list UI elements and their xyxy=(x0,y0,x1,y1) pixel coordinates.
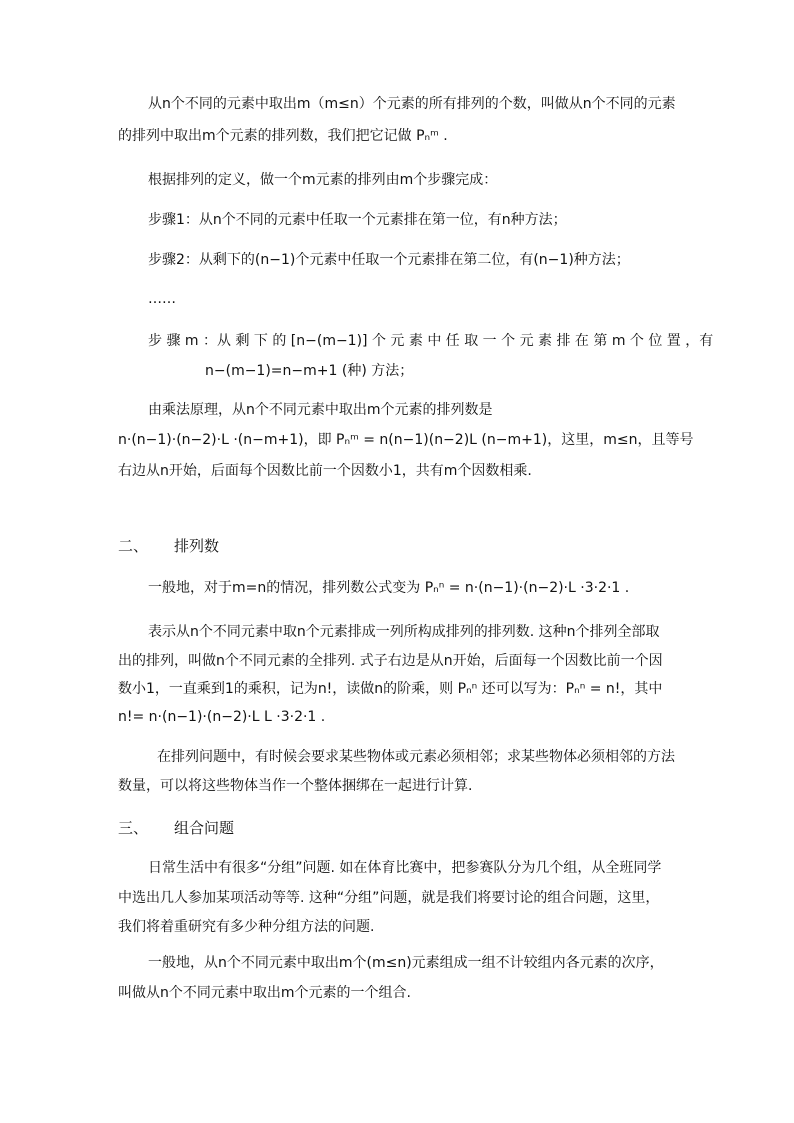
combination-definition-line-2: 叫做从n个不同元素中取出m个元素的一个组合. xyxy=(118,985,411,1001)
adjacency-line-2: 数量，可以将这些物体当作一个整体捆绑在一起进行计算. xyxy=(118,778,473,794)
multiplication-line-2: n·(n−1)·(n−2)·L ·(n−m+1)，即 Pₙᵐ = n(n−1)(n−2)L (n−m+1)，这里，m≤n，且等号 xyxy=(118,432,694,448)
step-m-line-2: n−(m−1)=n−m+1 (种) 方法； xyxy=(205,363,414,379)
section-3-heading xyxy=(118,818,234,838)
full-permutation-line-1: 表示从n个不同元素中取n个元素排成一列所构成排列的排列数. 这种n个排列全部取 xyxy=(148,624,660,640)
grouping-line-3: 我们将着重研究有多少种分组方法的问题. xyxy=(118,919,375,935)
section-2-heading xyxy=(118,536,219,556)
definition-line-1: 从n个不同的元素中取出m（m≤n）个元素的所有排列的个数，叫做从n个不同的元素 xyxy=(148,96,676,112)
formula-line: 一般地，对于m=n的情况，排列数公式变为 Pₙⁿ = n·(n−1)·(n−2)·L ·3·2·1 . xyxy=(148,580,630,596)
step-1: 步骤1：从n个不同的元素中任取一个元素排在第一位，有n种方法； xyxy=(148,212,567,228)
definition-line-2: 的排列中取出m个元素的排列数，我们把它记做 Pₙᵐ . xyxy=(118,128,448,144)
multiplication-line-1: 由乘法原理，从n个不同元素中取出m个元素的排列数是 xyxy=(148,402,493,418)
grouping-line-2: 中选出几人参加某项活动等等. 这种“分组”问题，就是我们将要讨论的组合问题，这里， xyxy=(118,890,660,906)
combination-definition-line-1: 一般地，从n个不同元素中取出m个(m≤n)元素组成一组不计较组内各元素的次序， xyxy=(148,955,664,971)
section-3-number: 三、 xyxy=(118,819,149,837)
ellipsis: …… xyxy=(148,291,176,307)
full-permutation-line-3: 数小1，一直乘到1的乘积，记为n!，读做n的阶乘，则 Pₙⁿ 还可以写为：Pₙⁿ = n!，其中 xyxy=(118,681,663,697)
step-2: 步骤2：从剩下的(n−1)个元素中任取一个元素排在第二位，有(n−1)种方法； xyxy=(148,252,630,268)
section-2-number: 二、 xyxy=(118,537,149,555)
step-m-line-1: 步 骤 m ：从 剩 下 的 [n−(m−1)] 个 元 素 中 任 取 一 个 元 素 排 在 第 m 个 位 置 ，有 xyxy=(148,333,714,349)
multiplication-line-3: 右边从n开始，后面每个因数比前一个因数小1，共有m个因数相乘. xyxy=(118,463,532,479)
section-3-title: 组合问题 xyxy=(174,819,235,837)
full-permutation-line-2: 出的排列，叫做n个不同元素的全排列. 式子右边是从n开始，后面每一个因数比前一个因 xyxy=(118,653,663,669)
adjacency-line-1: 在排列问题中，有时候会要求某些物体或元素必须相邻；求某些物体必须相邻的方法 xyxy=(157,749,675,765)
full-permutation-line-4: n!= n·(n−1)·(n−2)·L L ·3·2·1 . xyxy=(118,709,326,725)
section-2-title: 排列数 xyxy=(174,537,220,555)
steps-intro: 根据排列的定义，做一个m元素的排列由m个步骤完成： xyxy=(148,172,498,188)
grouping-line-1: 日常生活中有很多“分组”问题. 如在体育比赛中，把参赛队分为几个组，从全班同学 xyxy=(148,860,662,876)
